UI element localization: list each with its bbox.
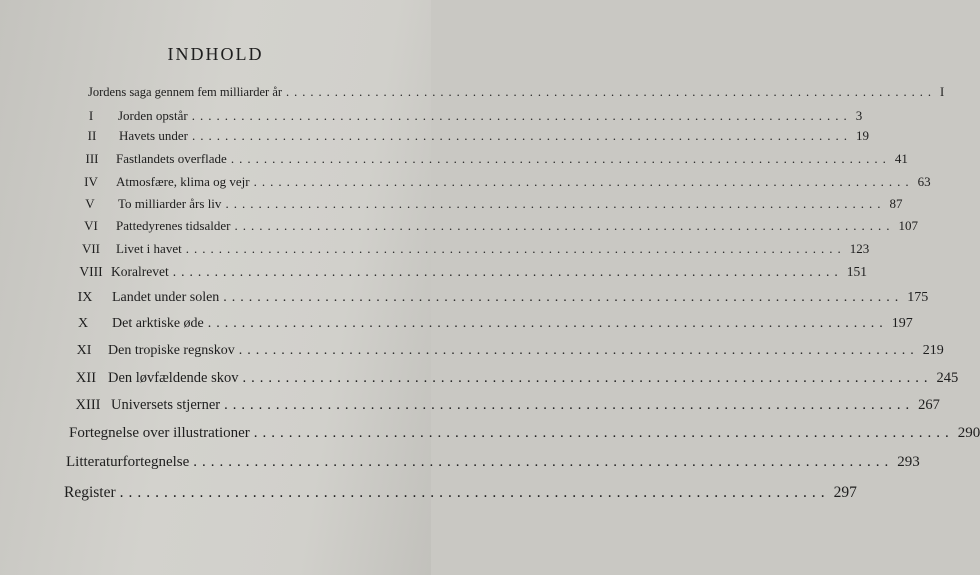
leader-dots: ................................................................................ [223,290,904,305]
leader-dots: ................................................................................ [172,264,843,279]
toc-entry [80,196,903,212]
toc-page-number: 297 [833,484,857,501]
toc-page-number: 3 [855,108,863,123]
toc-page-number: 175 [907,290,929,305]
toc-page-number: 219 [922,343,944,358]
toc-entry-intro [88,85,945,100]
leader-dots: ................................................................................ [234,218,895,233]
toc-entry [71,397,940,414]
toc-entry [80,108,863,124]
toc-entry [76,241,870,257]
leader-dots: ................................................................................ [193,454,894,470]
chapter-numeral: XII [75,370,97,386]
toc-entry [72,370,959,387]
toc-entry-label: Jorden opstår [118,108,188,123]
toc-entry-appendix [69,425,980,442]
page-title: INDHOLD [167,44,264,64]
chapter-numeral: V [85,196,95,211]
toc-entry [80,128,869,144]
toc-entry-appendix [66,454,920,471]
toc-entry-label: Havets under [119,128,188,143]
toc-page-number: I [940,85,945,99]
toc-entry-label: To milliarder års liv [118,196,222,211]
toc-page-number: 19 [855,128,869,143]
toc-entry-label: Livet i havet [116,241,182,256]
chapter-numeral: VIII [79,264,103,279]
toc-page-number: 123 [849,241,870,256]
toc-page-number: 293 [897,454,920,470]
leader-dots: ................................................................................ [230,151,891,166]
toc-entry-label: Fastlandets overflade [116,151,227,166]
leader-dots: ................................................................................ [242,370,933,386]
toc-entry [74,316,913,332]
chapter-numeral: III [85,151,99,166]
leader-dots: ................................................................................ [253,425,954,441]
toc-entry-label: Litteraturfortegnelse [66,454,190,470]
leader-dots: ................................................................................ [185,241,846,256]
leader-dots: ................................................................................ [225,196,886,211]
chapter-numeral: XIII [75,397,101,413]
chapter-numeral: VII [81,241,101,256]
toc-page-number: 151 [846,264,867,279]
toc-entry [75,264,867,280]
toc-page-number: 197 [891,316,913,331]
chapter-numeral: IX [77,290,93,305]
chapter-numeral: II [87,128,97,143]
toc-entry-label: Koralrevet [111,264,169,279]
leader-dots: ................................................................................ [191,108,852,123]
toc-entry-label: Register [64,484,116,501]
toc-entry-label: Pattedyrenes tidsalder [116,218,231,233]
leader-dots: ................................................................................ [191,128,852,143]
chapter-numeral: XI [76,343,92,358]
toc-entry [72,343,944,359]
chapter-numeral: IV [84,174,98,189]
toc-entry-label: Den tropiske regnskov [108,343,235,358]
toc-page-number: 63 [917,174,931,189]
toc-entry-label: Fortegnelse over illustrationer [69,425,250,441]
chapter-numeral: I [88,108,94,123]
toc-entry [78,218,918,234]
leader-dots: ................................................................................ [119,484,830,501]
chapter-numeral: VI [84,218,98,233]
toc-entry-label: Landet under solen [112,290,220,305]
toc-entry-label: Jordens saga gennem fem milliarder år [88,85,283,99]
toc-page-number: 290 [957,425,980,441]
toc-page-number: 87 [889,196,903,211]
toc-page-number: 245 [936,370,959,386]
toc-entry [78,151,908,167]
toc-page-number: 41 [894,151,908,166]
leader-dots: ................................................................................ [253,174,914,189]
toc-entry [78,174,931,190]
toc-entry-appendix [64,484,857,502]
leader-dots: ................................................................................ [238,343,919,358]
toc-entry-label: Det arktiske øde [112,316,204,331]
toc-entry-label: Universets stjerner [111,397,221,413]
leader-dots: ................................................................................ [207,316,888,331]
toc-entry-label: Den løvfældende skov [108,370,239,386]
toc-page-number: 107 [898,218,918,233]
leader-dots: ................................................................................ [286,85,937,99]
leader-dots: ................................................................................ [224,397,915,413]
chapter-numeral: X [77,316,89,331]
toc-entry [74,290,929,306]
toc-page-number: 267 [918,397,940,413]
toc-entry-label: Atmosfære, klima og vejr [116,174,250,189]
